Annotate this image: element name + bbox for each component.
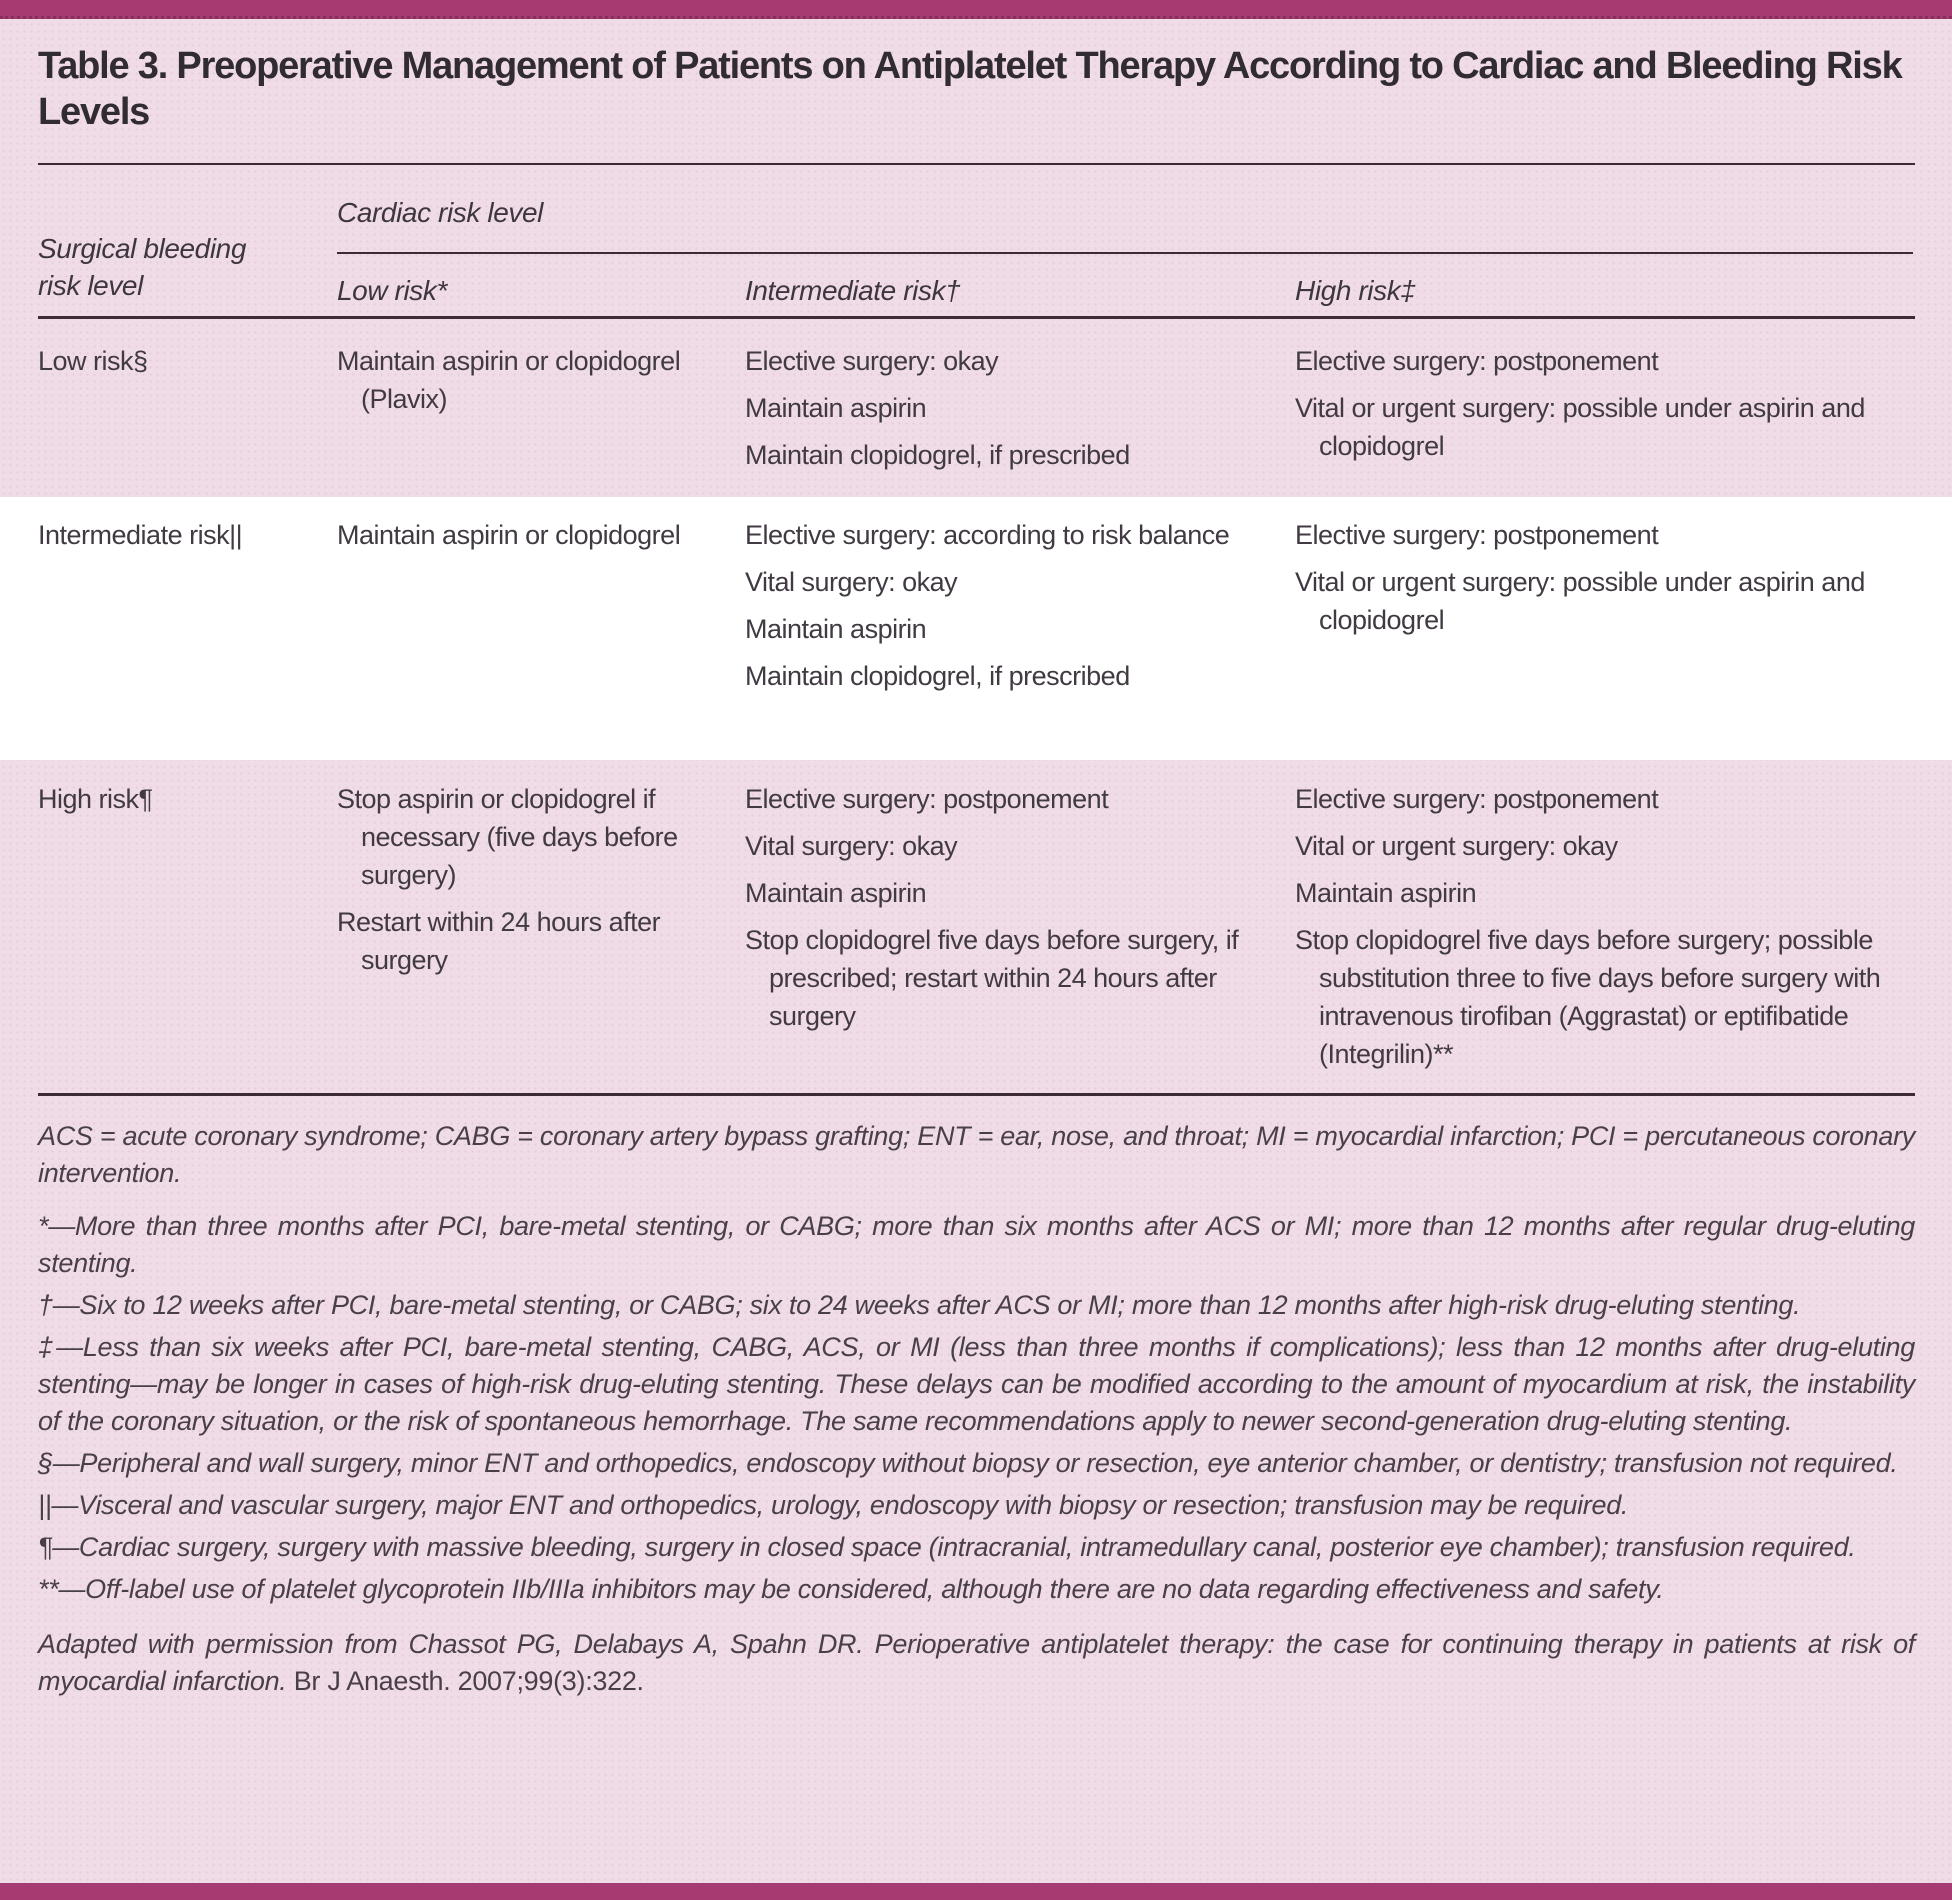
header-bottom-rule <box>38 316 1915 319</box>
column-header-high-risk: High risk‡ <box>1295 275 1416 306</box>
footnotes <box>38 1118 1915 1705</box>
table-row-low-bleeding-risk <box>38 342 1915 483</box>
cell-paragraph: Maintain aspirin <box>745 878 927 908</box>
cell-paragraph: Elective surgery: postponement <box>745 784 1109 814</box>
column-group-header: Cardiac risk level <box>337 197 543 228</box>
cell-high-cardiac <box>1295 342 1915 474</box>
cell-intermediate-cardiac <box>745 780 1295 1044</box>
bottom-accent-bar <box>0 1883 1952 1900</box>
table-bottom-rule <box>38 1093 1915 1096</box>
cell-paragraph: Maintain clopidogrel, if prescribed <box>745 661 1130 691</box>
cell-paragraph: Maintain aspirin <box>745 393 927 423</box>
top-accent-bar <box>0 0 1952 19</box>
cell-paragraph: Vital or urgent surgery: possible under aspirin and clopidogrel <box>1295 567 1865 635</box>
footnote-pilcrow: ¶—Cardiac surgery, surgery with massive bleeding, surgery in closed space (intracranial, intramedullary canal, posterior eye chamber); transfusion required. <box>38 1532 1856 1562</box>
cell-paragraph: Elective surgery: postponement <box>1295 520 1659 550</box>
footnote-section: §—Peripheral and wall surgery, minor ENT and orthopedics, endoscopy without biopsy or resection, eye anterior chamber, or dentistry; transfusion not required. <box>38 1448 1898 1478</box>
source-citation-text: Adapted with permission from Chassot PG, Delabays A, Spahn DR. Perioperative antiplatelet therapy: the case for continuing therapy in patients at risk of myocardial infarction. <box>38 1629 1915 1696</box>
cell-paragraph: Vital surgery: okay <box>745 831 958 861</box>
footnote-double-dagger: ‡—Less than six weeks after PCI, bare-metal stenting, CABG, ACS, or MI (less than three months if complications); less than 12 months after drug-eluting stenting—may be longer in cases of high-risk drug-eluting stenting. These delays can be modified according to the amount of myocardium at risk, the instability of the coronary situation, or the risk of spontaneous hemorrhage. The same recommendations apply to newer second-generation drug-eluting stenting. <box>38 1332 1915 1436</box>
row-label-text: High risk¶ <box>38 784 153 814</box>
cell-paragraph: Elective surgery: postponement <box>1295 784 1659 814</box>
table-row-high-bleeding-risk <box>38 780 1915 1082</box>
footnote-double-bar: ||—Visceral and vascular surgery, major ENT and orthopedics, urology, endoscopy with biopsy or resection; transfusion may be required. <box>38 1490 1629 1520</box>
cell-paragraph: Stop clopidogrel five days before surgery; possible substitution three to five days before surgery with intravenous tirofiban (Aggrastat) or eptifibatide (Integrilin)** <box>1295 925 1881 1069</box>
footnote-double-asterisk: **—Off-label use of platelet glycoprotein IIb/IIIa inhibitors may be considered, although there are no data regarding effectiveness and safety. <box>38 1574 1664 1604</box>
cell-intermediate-cardiac <box>745 342 1295 483</box>
cell-paragraph: Elective surgery: according to risk balance <box>745 520 1230 550</box>
cell-intermediate-cardiac <box>745 516 1295 704</box>
cell-low-cardiac <box>337 342 745 427</box>
abbreviations-note: ACS = acute coronary syndrome; CABG = coronary artery bypass grafting; ENT = ear, nose, and throat; MI = myocardial infarction; PCI = percutaneous coronary intervention. <box>38 1121 1915 1188</box>
cell-paragraph: Maintain aspirin or clopidogrel (Plavix) <box>337 346 681 414</box>
cell-paragraph: Elective surgery: okay <box>745 346 999 376</box>
table-row-intermediate-bleeding-risk <box>38 516 1915 704</box>
table-title: Table 3. Preoperative Management of Patients on Antiplatelet Therapy According to Cardiac and Bleeding Risk Levels <box>38 45 1902 133</box>
row-label <box>38 780 337 827</box>
column-header-low-risk: Low risk* <box>337 275 447 306</box>
cell-paragraph: Maintain clopidogrel, if prescribed <box>745 440 1130 470</box>
cell-paragraph: Maintain aspirin or clopidogrel <box>337 520 681 550</box>
footnote-dagger: †—Six to 12 weeks after PCI, bare-metal stenting, or CABG; six to 24 weeks after ACS or MI; more than 12 months after high-risk drug-eluting stenting. <box>38 1290 1801 1320</box>
row-label <box>38 342 337 389</box>
cell-paragraph: Stop aspirin or clopidogrel if necessary (five days before surgery) <box>337 784 678 890</box>
cell-low-cardiac <box>337 780 745 988</box>
source-citation <box>38 1626 1915 1700</box>
cell-high-cardiac <box>1295 516 1915 648</box>
header-top-rule <box>38 163 1915 165</box>
column-header-row <box>38 272 1915 309</box>
cell-paragraph: Maintain aspirin <box>745 614 927 644</box>
row-label-text: Intermediate risk|| <box>38 520 243 550</box>
column-header-intermediate-risk: Intermediate risk† <box>745 275 961 306</box>
cell-low-cardiac <box>337 516 745 563</box>
cell-paragraph: Stop clopidogrel five days before surgery, if prescribed; restart within 24 hours after surgery <box>745 925 1239 1031</box>
row-label-text: Low risk§ <box>38 346 148 376</box>
row-axis-header: Surgical bleeding risk level <box>38 233 247 301</box>
cell-high-cardiac <box>1295 780 1915 1082</box>
column-group-underline <box>337 252 1913 254</box>
cell-paragraph: Vital or urgent surgery: okay <box>1295 831 1618 861</box>
cell-paragraph: Vital or urgent surgery: possible under aspirin and clopidogrel <box>1295 393 1865 461</box>
column-header-spacer <box>38 272 337 309</box>
cell-paragraph: Vital surgery: okay <box>745 567 958 597</box>
cell-paragraph: Maintain aspirin <box>1295 878 1477 908</box>
source-citation-journal: Br J Anaesth. 2007;99(3):322. <box>293 1666 644 1696</box>
row-label <box>38 516 337 563</box>
cell-paragraph: Restart within 24 hours after surgery <box>337 907 661 975</box>
footnote-asterisk: *—More than three months after PCI, bare-metal stenting, or CABG; more than six months after ACS or MI; more than 12 months after regular drug-eluting stenting. <box>38 1211 1915 1278</box>
cell-paragraph: Elective surgery: postponement <box>1295 346 1659 376</box>
